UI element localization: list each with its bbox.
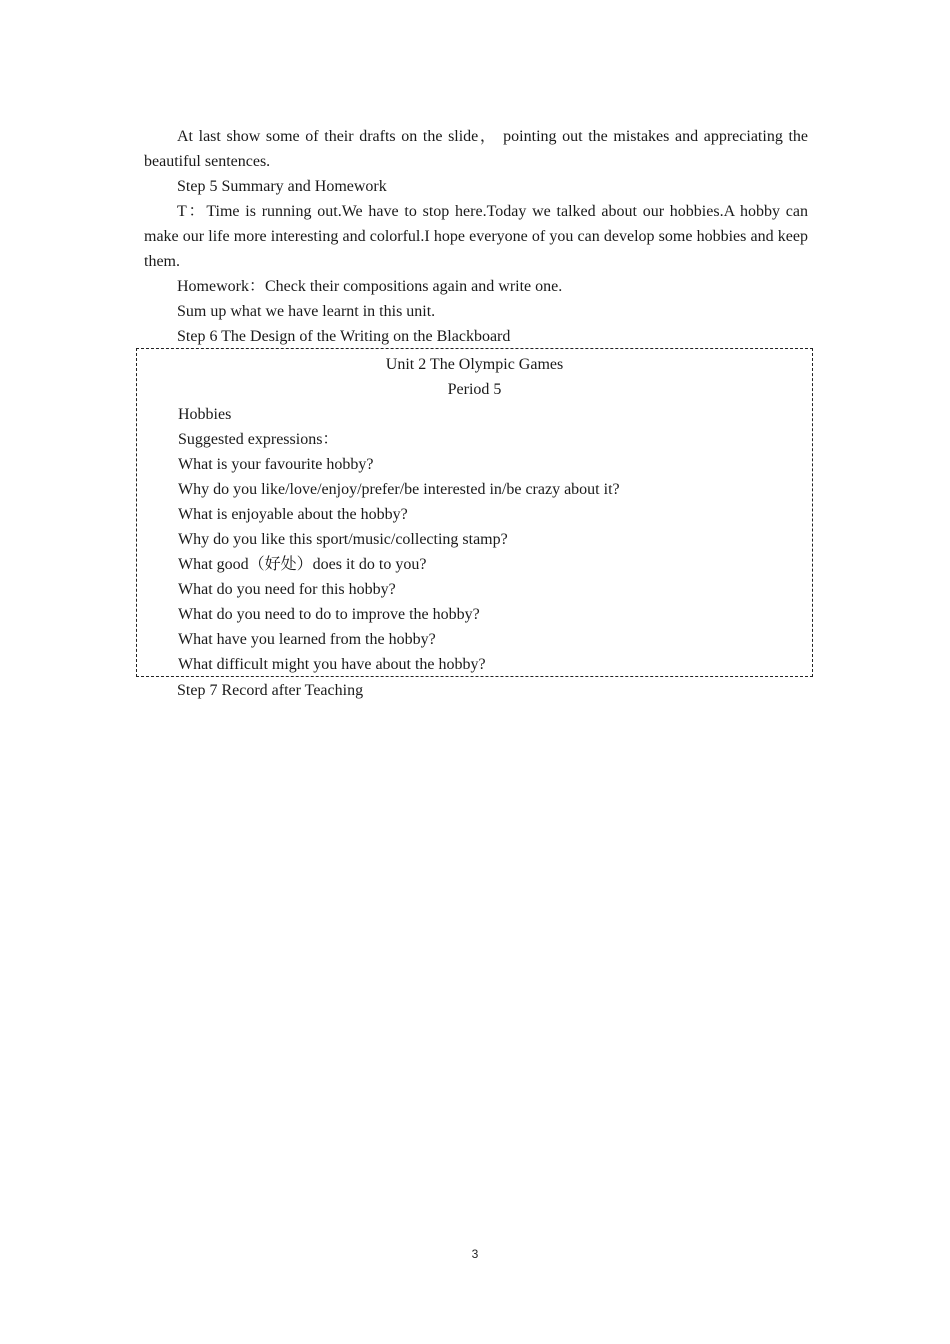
paragraph-drafts: At last show some of their drafts on the slide， pointing out the mistakes and appreciating the beautiful sentences. xyxy=(144,128,808,170)
paragraph-homework: Homework：Check their compositions again and write one. xyxy=(177,278,563,295)
blackboard-line: What is your favourite hobby? xyxy=(178,456,374,473)
body-text xyxy=(144,124,808,349)
blackboard-line: What do you need to do to improve the hobby? xyxy=(178,606,480,623)
paragraph-sum-up: Sum up what we have learnt in this unit. xyxy=(177,303,436,320)
blackboard-line: Hobbies xyxy=(178,406,232,423)
paragraph-teacher-summary: T：Time is running out.We have to stop here.Today we talked about our hobbies.A hobby can make our life more interesting and colorful.I hope everyone of you can develop some hobbies and keep them. xyxy=(144,203,808,270)
blackboard-line: What have you learned from the hobby? xyxy=(178,631,436,648)
blackboard-period: Period 5 xyxy=(447,381,502,398)
paragraph-step6-heading: Step 6 The Design of the Writing on the Blackboard xyxy=(177,328,511,345)
blackboard-line: What difficult might you have about the hobby? xyxy=(178,656,486,673)
blackboard-line: Why do you like this sport/music/collecting stamp? xyxy=(178,531,508,548)
blackboard-line: Suggested expressions： xyxy=(178,431,339,448)
blackboard-title: Unit 2 The Olympic Games xyxy=(385,356,564,373)
blackboard-line: What good（好处）does it do to you? xyxy=(178,556,427,573)
paragraph-step5-heading: Step 5 Summary and Homework xyxy=(177,178,387,195)
page-number: 3 xyxy=(471,1247,479,1261)
blackboard-line: What is enjoyable about the hobby? xyxy=(178,506,408,523)
blackboard-line: Why do you like/love/enjoy/prefer/be interested in/be crazy about it? xyxy=(178,481,620,498)
blackboard-design-box xyxy=(136,348,813,677)
step7-heading: Step 7 Record after Teaching xyxy=(177,682,364,699)
blackboard-line: What do you need for this hobby? xyxy=(178,581,396,598)
